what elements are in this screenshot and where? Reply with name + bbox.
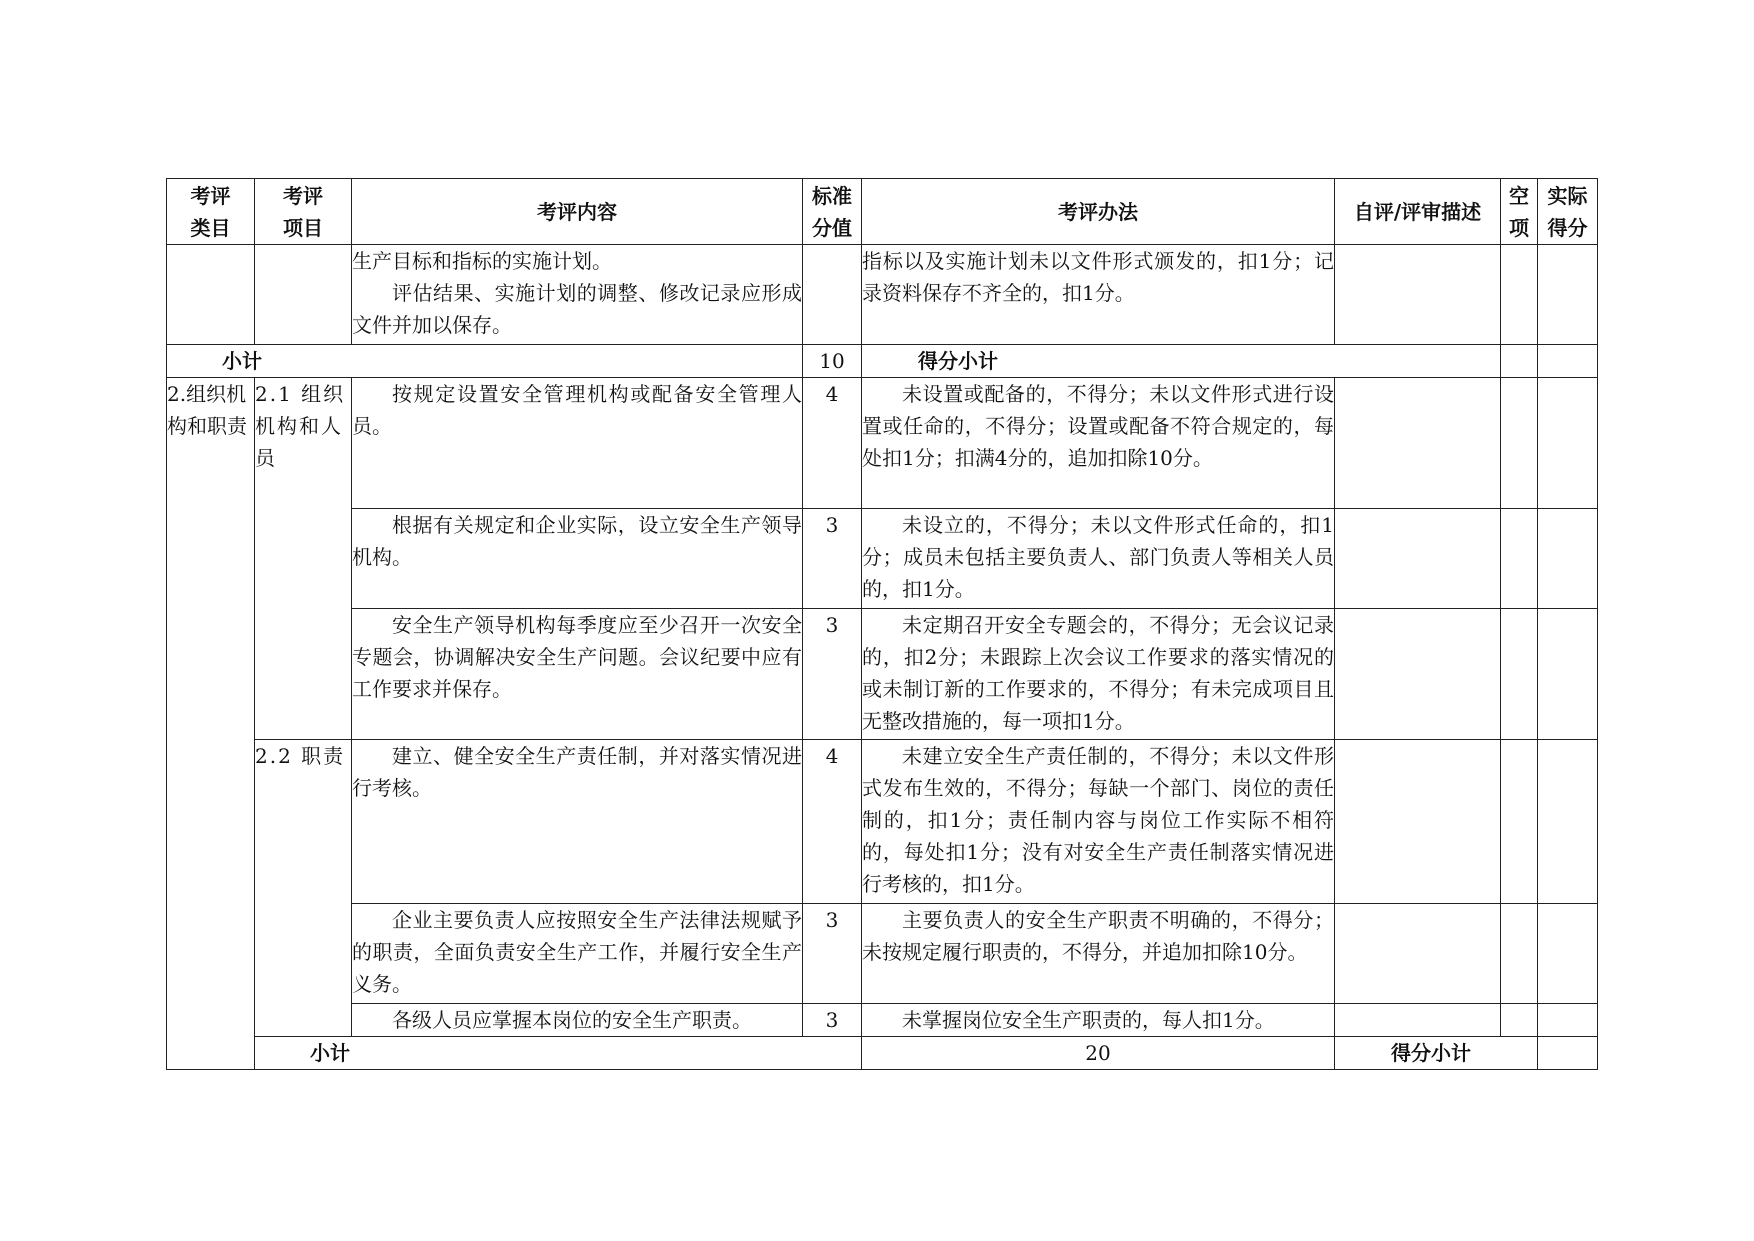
- header-content: 考评内容: [352, 179, 803, 245]
- actual-cell: [1538, 904, 1598, 1004]
- subtotal-score-label: 得分小计: [1335, 1037, 1538, 1070]
- method-cell: 未掌握岗位安全生产职责的，每人扣1分。: [862, 1004, 1335, 1037]
- header-item: 考评 项目: [255, 179, 352, 245]
- content-cell: 企业主要负责人应按照安全生产法律法规赋予的职责，全面负责安全生产工作，并履行安全生产义务。: [352, 904, 803, 1004]
- subtotal-score-label: 得分小计: [862, 345, 1501, 378]
- na-cell: [1501, 509, 1538, 609]
- actual-cell: [1538, 245, 1598, 345]
- cell-empty: [255, 245, 352, 345]
- header-row: [167, 179, 1598, 245]
- table-row: [167, 904, 1598, 1004]
- method-cell: 主要负责人的安全生产职责不明确的，不得分；未按规定履行职责的，不得分，并追加扣除10分。: [862, 904, 1335, 1004]
- na-cell: [1501, 245, 1538, 345]
- score-cell: 3: [803, 509, 862, 609]
- self-review-cell: [1335, 509, 1501, 609]
- table-row: [167, 740, 1598, 904]
- self-review-cell: [1335, 1004, 1501, 1037]
- method-text: 指标以及实施计划未以文件形式颁发的，扣1分；记录资料保存不齐全的，扣1分。: [862, 249, 1334, 305]
- na-cell: [1501, 904, 1538, 1004]
- header-na: 空 项: [1501, 179, 1538, 245]
- header-category: 考评 类目: [167, 179, 255, 245]
- table-row: [167, 509, 1598, 609]
- content-cell: 安全生产领导机构每季度应至少召开一次安全专题会，协调解决安全生产问题。会议纪要中应有工作要求并保存。: [352, 609, 803, 740]
- na-cell: [1501, 345, 1538, 378]
- score-cell: 3: [803, 904, 862, 1004]
- actual-cell: [1538, 740, 1598, 904]
- subtotal-row: [167, 345, 1598, 378]
- self-review-cell: [1335, 378, 1501, 509]
- item-cell: 2.2 职责: [255, 740, 352, 1037]
- header-self-review: 自评/评审描述: [1335, 179, 1501, 245]
- self-review-cell: [1335, 609, 1501, 740]
- actual-cell: [1538, 378, 1598, 509]
- table-row: [167, 1004, 1598, 1037]
- subtotal-label: 小计: [255, 1037, 862, 1070]
- subtotal-row: [167, 1037, 1598, 1070]
- score-cell: [803, 245, 862, 345]
- na-cell: [1501, 1004, 1538, 1037]
- na-cell: [1538, 1037, 1598, 1070]
- na-cell: [1501, 609, 1538, 740]
- actual-cell: [1538, 1004, 1598, 1037]
- actual-cell: [1538, 509, 1598, 609]
- subtotal-label: 小计: [167, 345, 803, 378]
- method-cell: 未建立安全生产责任制的，不得分；未以文件形式发布生效的，不得分；每缺一个部门、岗位的责任制的，扣1分；责任制内容与岗位工作实际不相符的，每处扣1分；没有对安全生产责任制落实情况进行考核的，扣1分。: [862, 740, 1335, 904]
- content-cell: 根据有关规定和企业实际，设立安全生产领导机构。: [352, 509, 803, 609]
- table-row: [167, 245, 1598, 345]
- score-cell: 3: [803, 1004, 862, 1037]
- content-cell: 各级人员应掌握本岗位的安全生产职责。: [352, 1004, 803, 1037]
- cell-empty: [167, 245, 255, 345]
- actual-cell: [1538, 609, 1598, 740]
- content-cell: 按规定设置安全管理机构或配备安全管理人员。: [352, 378, 803, 509]
- subtotal-score: 10: [803, 345, 862, 378]
- item-cell: 2.1 组织机构和人员: [255, 378, 352, 740]
- actual-cell: [1538, 345, 1598, 378]
- header-actual: 实际 得分: [1538, 179, 1598, 245]
- method-cell: 未设置或配备的，不得分；未以文件形式进行设置或任命的，不得分；设置或配备不符合规定的，每处扣1分；扣满4分的，追加扣除10分。: [862, 378, 1335, 509]
- na-cell: [1501, 378, 1538, 509]
- content-text: 评估结果、实施计划的调整、修改记录应形成文件并加以保存。: [352, 281, 802, 337]
- table-row: [167, 378, 1598, 509]
- evaluation-table: [166, 178, 1598, 1070]
- content-cell: 建立、健全安全生产责任制，并对落实情况进行考核。: [352, 740, 803, 904]
- score-cell: 4: [803, 378, 862, 509]
- subtotal-score: 20: [862, 1037, 1335, 1070]
- header-score: 标准 分值: [803, 179, 862, 245]
- category-cell: 2.组织机构和职责: [167, 378, 255, 1070]
- table-row: [167, 609, 1598, 740]
- score-cell: 4: [803, 740, 862, 904]
- self-review-cell: [1335, 740, 1501, 904]
- self-review-cell: [1335, 904, 1501, 1004]
- header-method: 考评办法: [862, 179, 1335, 245]
- content-cell: [352, 245, 803, 345]
- method-cell: 未定期召开安全专题会的，不得分；无会议记录的，扣2分；未跟踪上次会议工作要求的落实情况的或未制订新的工作要求的，不得分；有未完成项目且无整改措施的，每一项扣1分。: [862, 609, 1335, 740]
- na-cell: [1501, 740, 1538, 904]
- method-cell: [862, 245, 1335, 345]
- self-review-cell: [1335, 245, 1501, 345]
- score-cell: 3: [803, 609, 862, 740]
- content-text: 生产目标和指标的实施计划。: [352, 249, 612, 273]
- method-cell: 未设立的，不得分；未以文件形式任命的，扣1分；成员未包括主要负责人、部门负责人等相关人员的，扣1分。: [862, 509, 1335, 609]
